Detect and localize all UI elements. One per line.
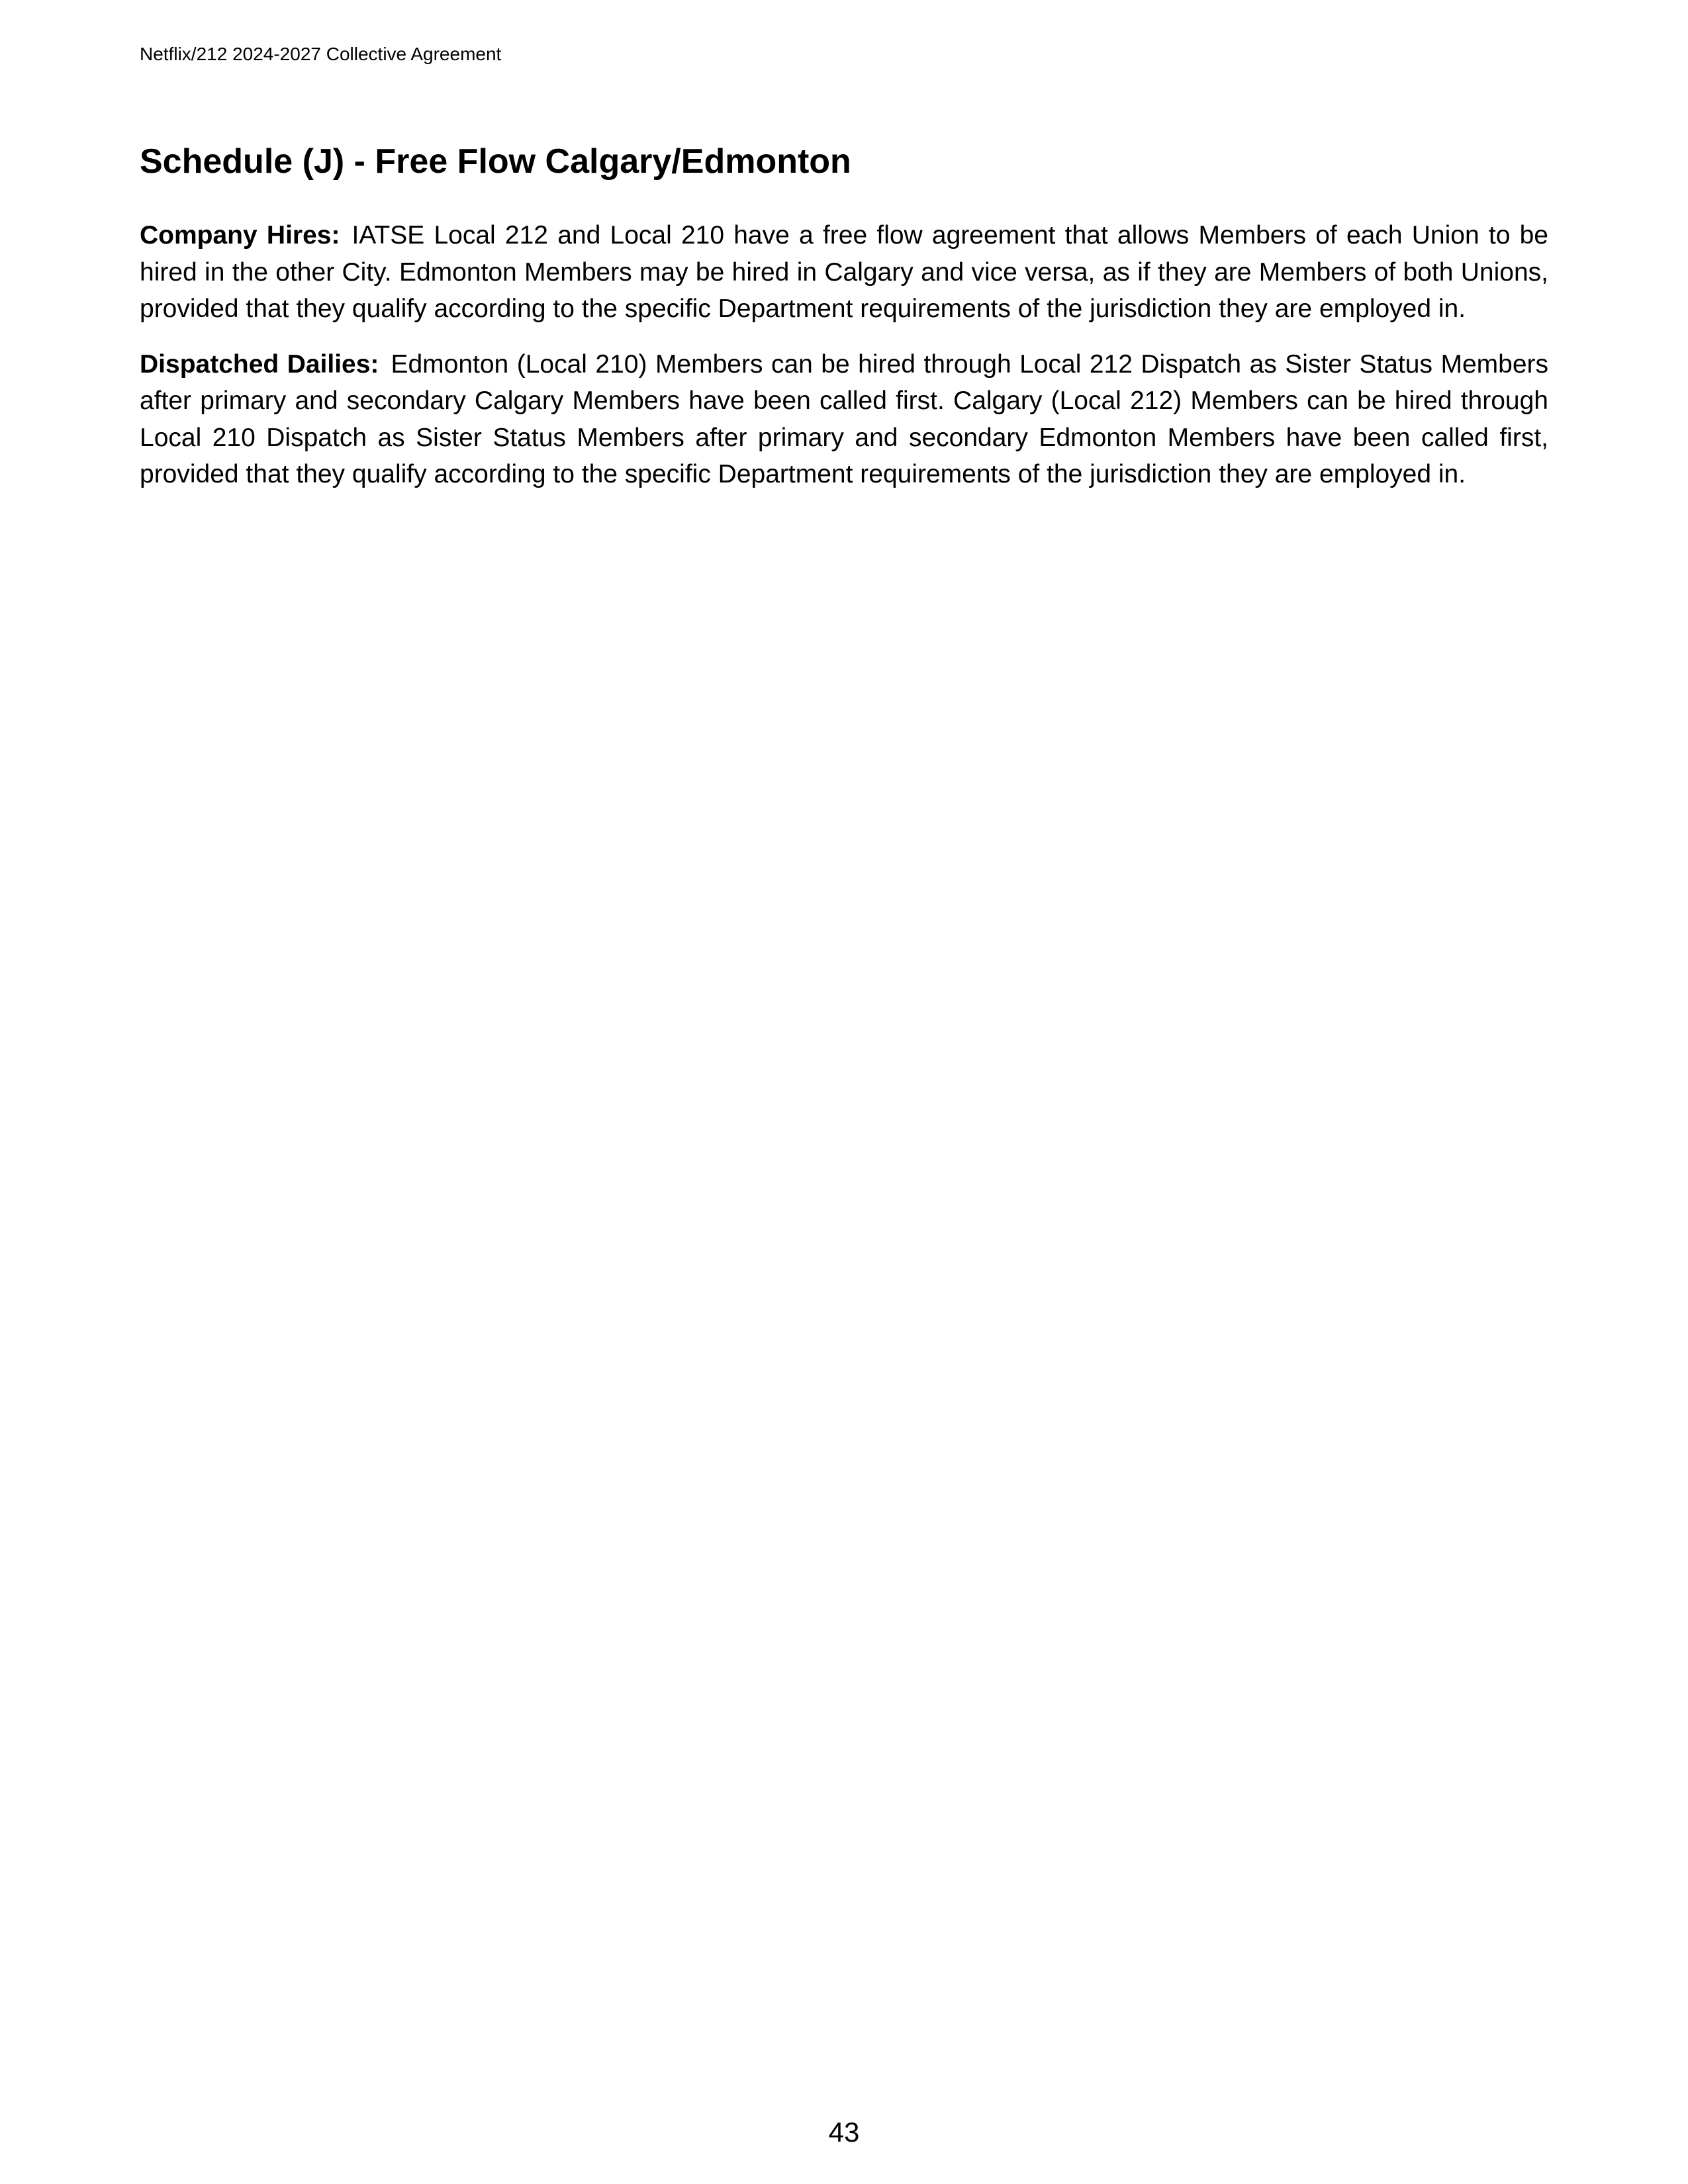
clause-dispatched-dailies [140,346,1548,493]
section-title: Schedule (J) - Free Flow Calgary/Edmonton [140,142,851,181]
clause-company-hires [140,217,1548,328]
clause-text: IATSE Local 212 and Local 210 have a free flow agreement that allows Members of each Union to be hired in the other City. Edmonton Members may be hired in Calgary and vice versa, as if they are Members of both Unions, provided that they qualify according to the specific Department requirements of the jurisdiction they are employed in. [140,221,1548,323]
clause-label: Dispatched Dailies: [140,349,379,379]
page-number: 43 [828,2116,860,2148]
page-content [140,140,1548,512]
clause-label: Company Hires: [140,221,340,250]
running-header: Netflix/212 2024-2027 Collective Agreement [140,44,502,64]
clause-text: Edmonton (Local 210) Members can be hired through Local 212 Dispatch as Sister Status Members after primary and secondary Calgary Members have been called first. Calgary (Local 212) Members can be hired through Local 210 Dispatch as Sister Status Members after primary and secondary Edmonton Members have been called first, provided that they qualify according to the specific Department requirements of the jurisdiction they are employed in. [140,349,1549,488]
